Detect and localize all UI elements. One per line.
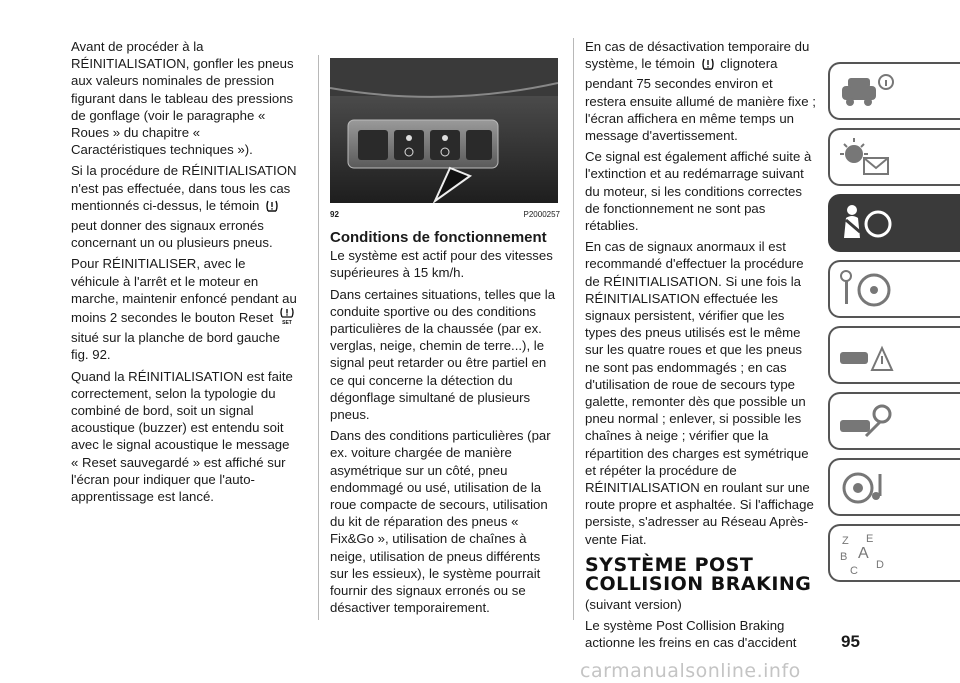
column-1: [71, 38, 297, 509]
paragraph: [71, 255, 297, 363]
set-label: SET: [282, 320, 292, 326]
column-3: [585, 38, 817, 656]
paragraph-text: En cas de désactivation temporaire du système, le témoin: [585, 39, 810, 72]
figure-number: 92: [330, 210, 339, 219]
index-letter: Z: [842, 535, 849, 547]
paragraph: [71, 162, 297, 251]
section-title-line: COLLISION BRAKING: [585, 572, 812, 595]
tire-pressure-warning-icon: [265, 199, 279, 217]
column-2: [330, 58, 560, 620]
section-heading: Conditions de fonctionnement: [330, 229, 547, 247]
multimedia-icon: [836, 466, 896, 510]
emergency-warning-icon: [836, 334, 896, 378]
tab-starting-driving[interactable]: [828, 260, 960, 318]
paragraph: Le système est actif pour des vitesses supérieures à 15 km/h.: [330, 248, 553, 281]
tab-emergency[interactable]: [828, 326, 960, 384]
paragraph: [585, 38, 817, 144]
paragraph: Dans des conditions particulières (par ex. voiture chargée de manière asymétrique sur un côté, pneu endommagé ou usé, utilisation de la roue compacte de secours, utilisation du kit de réparation des pneus « Fix&Go », utilisation de chaînes à neige, utilisation de pneus différents sur les essieux), le système pourrait fournir des signaux erronés ou se désactiver temporairement.: [330, 428, 551, 616]
paragraph-text: Pour RÉINITIALISER, avec le véhicule à l'arrêt et le moteur en marche, maintenir enfoncé pendant au moins 2 secondes le bouton Reset: [71, 256, 297, 326]
paragraph: Ce signal est également affiché suite à l'extinction et au redémarrage suivant du moteur, si les conditions correctes de fonctionnement ne sont pas rétablies.: [585, 149, 812, 234]
paragraph: (suivant version): [585, 596, 682, 612]
maintenance-tools-icon: [836, 400, 896, 444]
tab-multimedia[interactable]: [828, 458, 960, 516]
index-letter: B: [840, 551, 848, 563]
index-letter: E: [866, 533, 874, 545]
paragraph: En cas de signaux anormaux il est recommandé d'effectuer la procédure de RÉINITIALISATION. Si une fois la RÉINITIALISATION effectuée les signaux persistent, vérifier que les types des pneus utilisés est le même sur les quatre roues et que les pneus ne sont pas endommagés ; en cas d'utilisation de roue de secours type galette, remonter dès que possible un pneu normal ; enlever, si possible les chaînes à neige ; vérifier que la répartition des charges est symétrique et répéter la procédure de RÉINITIALISATION en roulant sur une route propre et asphaltée. Si l'affichage persiste, s'adresser au Réseau Après-vente Fiat.: [585, 239, 814, 547]
figure-caption: [330, 206, 560, 223]
section-title: [585, 553, 817, 595]
tab-lights-messages[interactable]: [828, 128, 960, 186]
figure-dashboard-buttons: [330, 58, 558, 203]
paragraph-text: clignotera pendant 75 secondes environ et restera ensuite allumé de manière fixe ; l'écran affichera en même temps un message d'avertissement.: [585, 56, 816, 144]
index-letter: D: [876, 559, 884, 571]
tab-index[interactable]: [828, 524, 960, 582]
lights-message-icon: [836, 136, 896, 180]
figure-code: P2000257: [523, 210, 560, 219]
tire-pressure-warning-icon: [701, 57, 715, 75]
paragraph-text: Si la procédure de RÉINITIALISATION n'est pas effectuée, dans tous les cas mentionnés ci-dessus, le témoin: [71, 163, 297, 213]
tab-car-info[interactable]: [828, 62, 960, 120]
key-steering-icon: [836, 268, 896, 312]
watermark: carmanualsonline.info: [580, 660, 801, 682]
paragraph: Le système Post Collision Braking actionne les freins en cas d'accident: [585, 618, 797, 651]
tire-reset-icon: [279, 307, 295, 329]
paragraph-text: situé sur la planche de bord gauche fig. 92.: [71, 330, 280, 363]
safety-airbag-icon: [836, 202, 896, 246]
paragraph: Dans certaines situations, telles que la conduite sportive ou des conditions particulières de la chaussée (par ex. verglas, neige, chemin de terre...), le signal peut retarder ou être partiel en ce qui concerne la détection du dégonflage simultané de plusieurs pneus.: [330, 286, 556, 423]
paragraph-text: peut donner des signaux erronés concernant un ou plusieurs pneus.: [71, 218, 273, 251]
section-title-line: SYSTÈME POST: [585, 553, 754, 576]
column-divider-2: [573, 38, 574, 620]
column-divider-1: [318, 55, 319, 620]
alphabetical-index-icon: [836, 532, 896, 576]
paragraph: Quand la RÉINITIALISATION est faite correctement, selon la typologie du combiné de bord, soit un signal acoustique (buzzer) est entendu soit avec le signal acoustique le message « Reset sauvegardé » est affiché sur l'écran pour indiquer que l'auto-apprentissage est lancé.: [71, 368, 293, 505]
car-info-icon: [836, 70, 896, 114]
tab-maintenance[interactable]: [828, 392, 960, 450]
dashboard-photo: [330, 58, 558, 203]
paragraph: Avant de procéder à la RÉINITIALISATION, gonfler les pneus aux valeurs nominales de pression figurant dans le tableau des pressions de gonflage (voir le paragraphe « Roues » du chapitre « Caractéristiques techniques »).: [71, 39, 294, 158]
index-letter: A: [858, 545, 869, 562]
tab-safety[interactable]: [828, 194, 960, 252]
page-number: 95: [841, 632, 860, 651]
index-letter: C: [850, 565, 858, 576]
